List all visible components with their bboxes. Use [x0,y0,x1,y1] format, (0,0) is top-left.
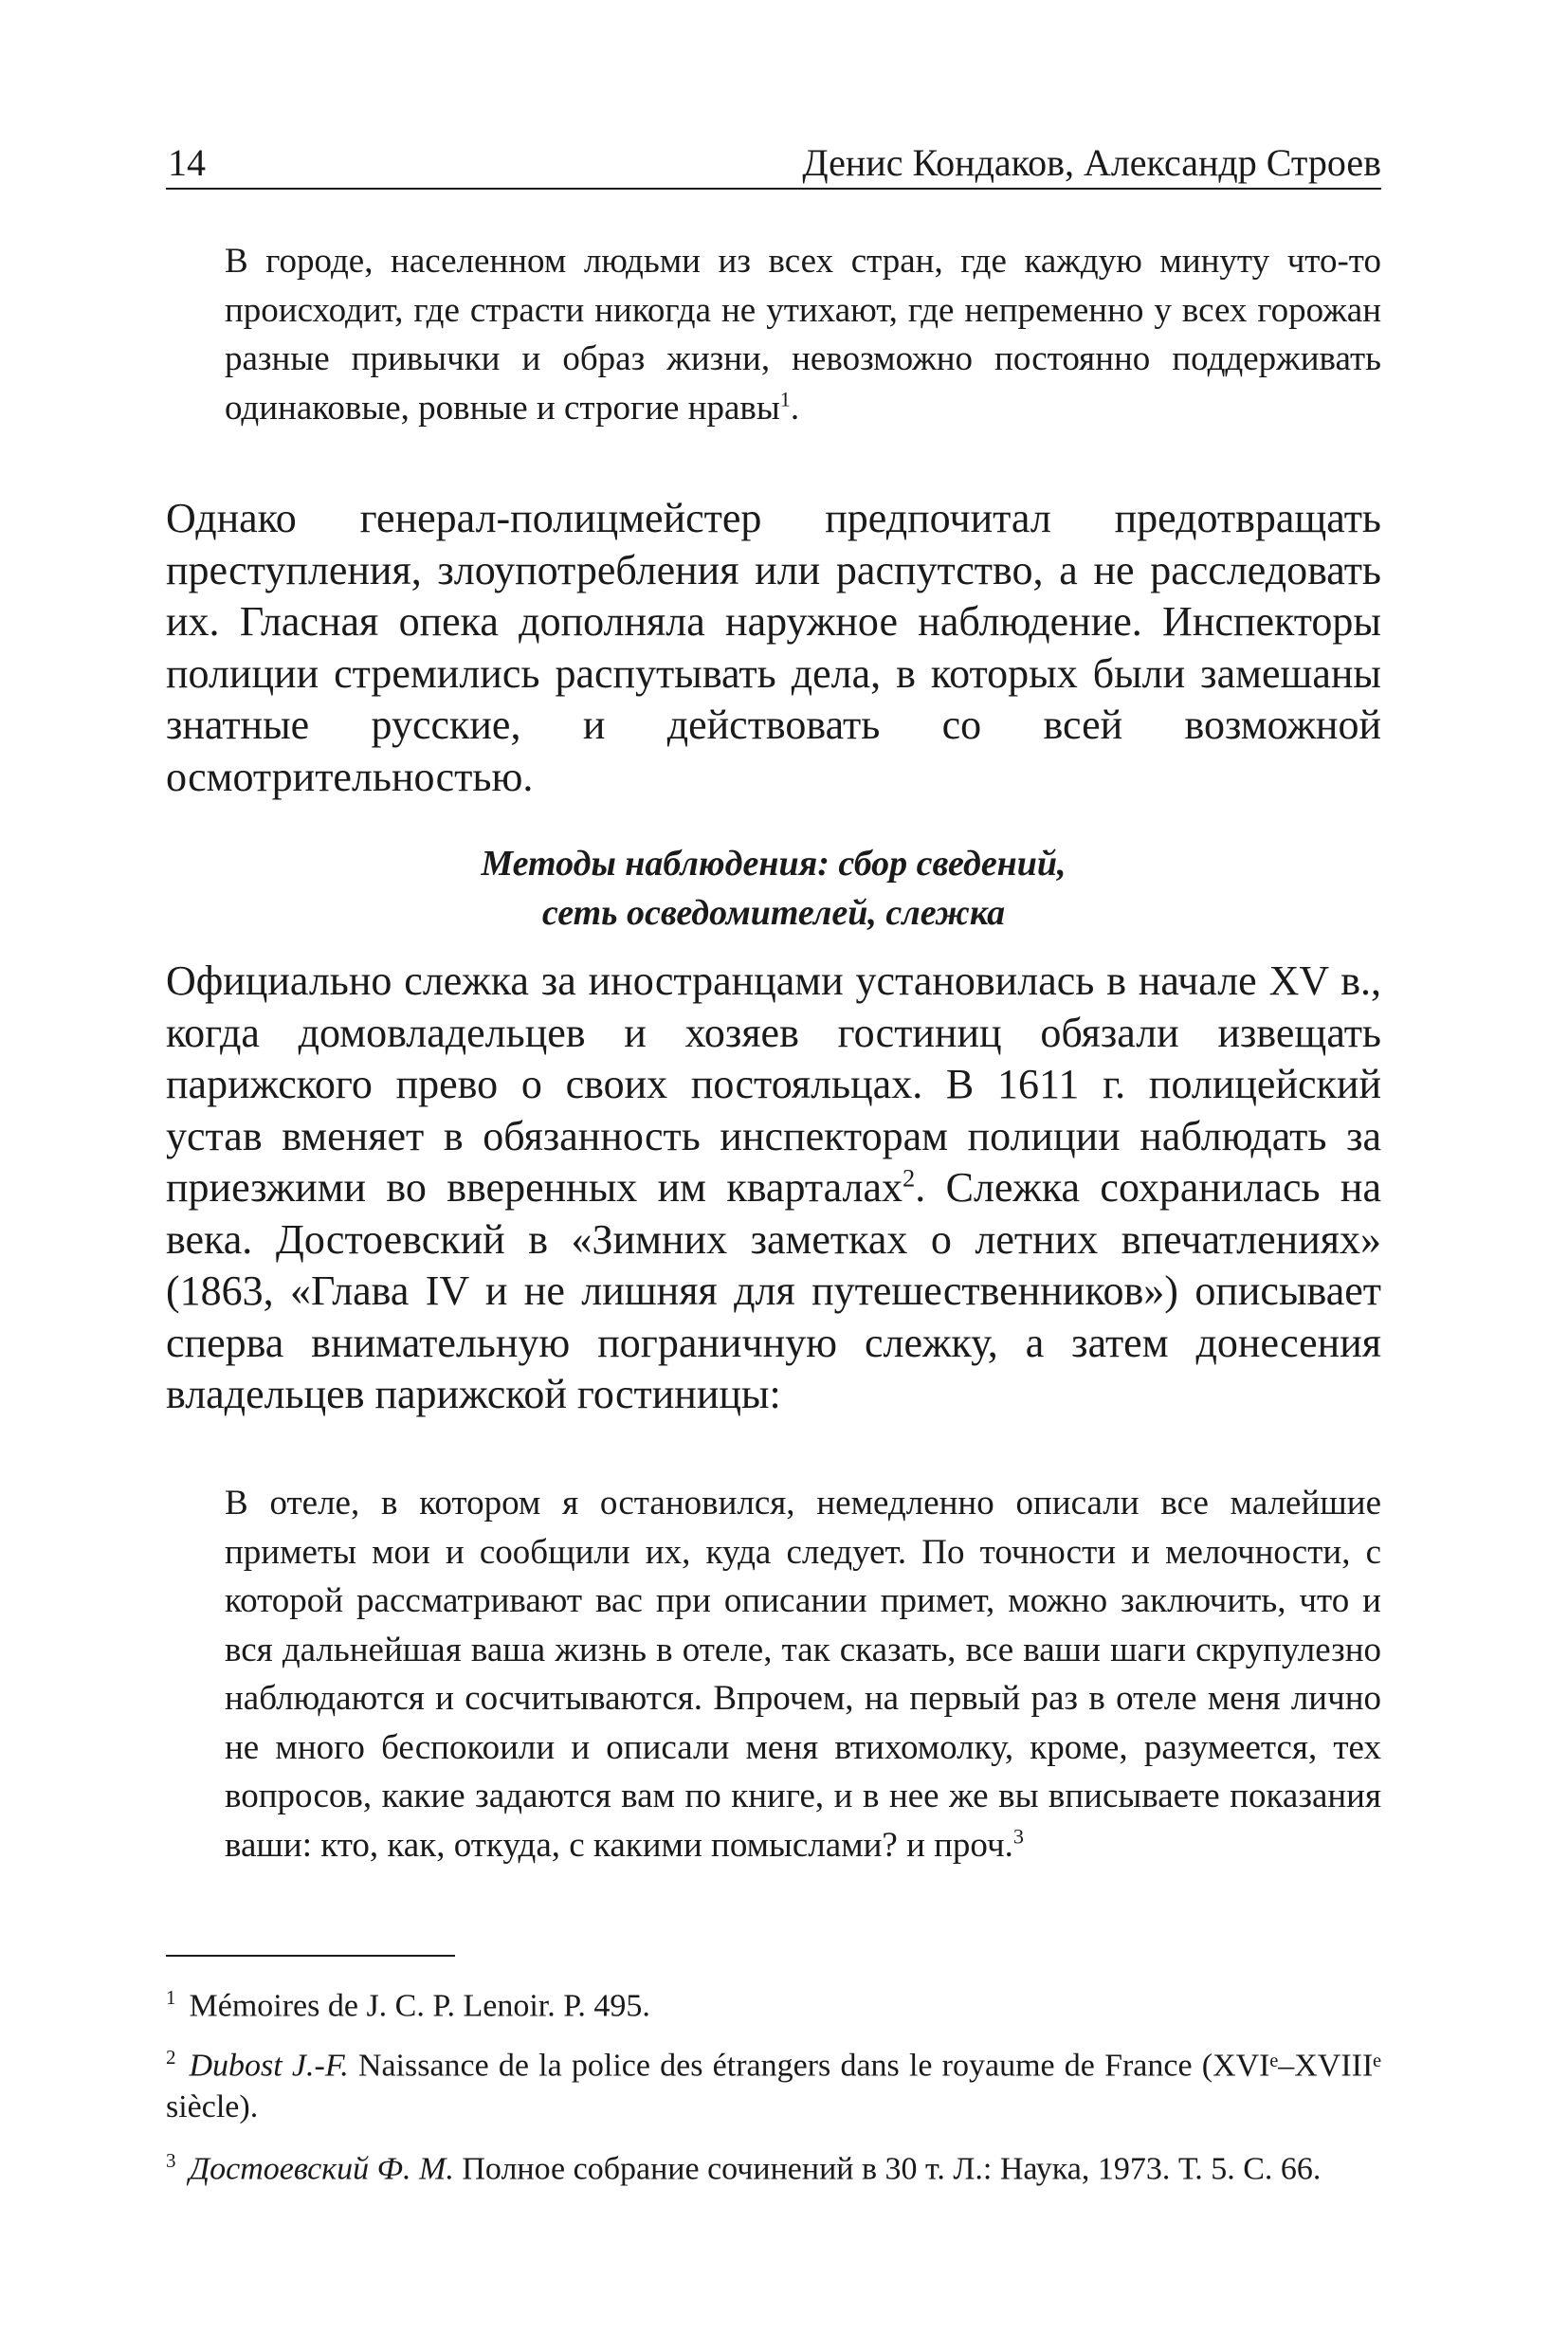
footnote-ref[interactable]: 2 [903,1163,916,1193]
footnote-ref[interactable]: 3 [1012,1824,1024,1849]
footnote-text: Полное собрание сочинений в 30 т. Л.: Наука, 1973. Т. 5. С. 66. [462,2151,1322,2187]
footnote-number: 2 [166,2046,176,2069]
paragraph-text: . Слежка сохранилась на века. Достоевский в «Зимних заметках о летних впечатлениях» (1863, «Глава IV и не лишняя для путешественников») описывает сперва внимательную пограничную слежку, а затем донесения владельцев парижской гостиницы: [166,1164,1381,1417]
footnote-ref[interactable]: 1 [779,387,791,411]
quote-text: В городе, населенном людьми из всех стран, где каждую минуту что-то происходит, где страсти никогда не утихают, где непременно у всех горожан разные привычки и образ жизни, невозможно постоянно поддерживать одинаковые, ровные и строгие нравы [225,242,1381,428]
quote-text: В отеле, в котором я остановился, немедленно описали все малейшие приметы мои и сообщили их, куда следует. По точности и мелочности, с которой рассматривают вас при описании примет, можно заключить, что и вся дальнейшая ваша жизнь в отеле, так сказать, все ваши шаги скрупулезно наблюдаются и сосчитываются. Впрочем, на первый раз в отеле меня лично не много беспокоили и описали меня втихомолку, кроме, разумеется, тех вопросов, какие задаются вам по книге, и в нее же вы вписываете показания ваши: кто, как, откуда, с какими помыслами? и проч. [225,1484,1381,1865]
paragraph [166,493,1381,803]
section-heading-line: Методы наблюдения: сбор сведений, [481,844,1067,884]
footnote [166,1977,1381,2027]
running-title: Денис Кондаков, Александр Строев [802,141,1381,184]
paragraph-text: Официально слежка за иностранцами установилась в начале XV в., когда домовладельцев и хозяев гостиниц обязали извещать парижского прево о своих постояльцах. В 1611 г. полицейский устав вменяет в обязанность инспекторам полиции наблюдать за приезжими во вверенных им кварталах [166,957,1381,1211]
page-number: 14 [168,141,206,184]
page-header [166,133,1381,190]
section-heading [166,839,1381,938]
footnote [166,2036,1381,2128]
footnote [166,2140,1381,2190]
paragraph [166,956,1381,1421]
block-quote [225,1479,1381,1869]
footnote-text: Naissance de la police des étrangers dans le royaume de France (XVIᵉ–XVIIIᵉ siècle). [166,2048,1382,2125]
epigraph-quote [225,237,1381,432]
footnote-text: Mémoires de J. C. P. Lenoir. P. 495. [189,1988,650,2024]
section-heading-line: сеть осведомителей, слежка [541,893,1006,933]
footnote-number: 3 [166,2149,176,2172]
footnote-author: Достоевский Ф. М. [189,2151,454,2187]
quote-end: . [790,388,800,428]
footnote-author: Dubost J.-F. [189,2048,349,2084]
paragraph-text: Однако генерал-полицмейстер предпочитал предотвращать преступления, злоупотребления или распутство, а не расследовать их. Гласная опека дополняла наружное наблюдение. Инспекторы полиции стремились распутывать дела, в которых были замешаны знатные русские, и действовать со всей возможной осмотрительностью. [166,495,1381,800]
footnote-number: 1 [166,1986,176,2009]
footnote-separator [166,1955,455,1957]
